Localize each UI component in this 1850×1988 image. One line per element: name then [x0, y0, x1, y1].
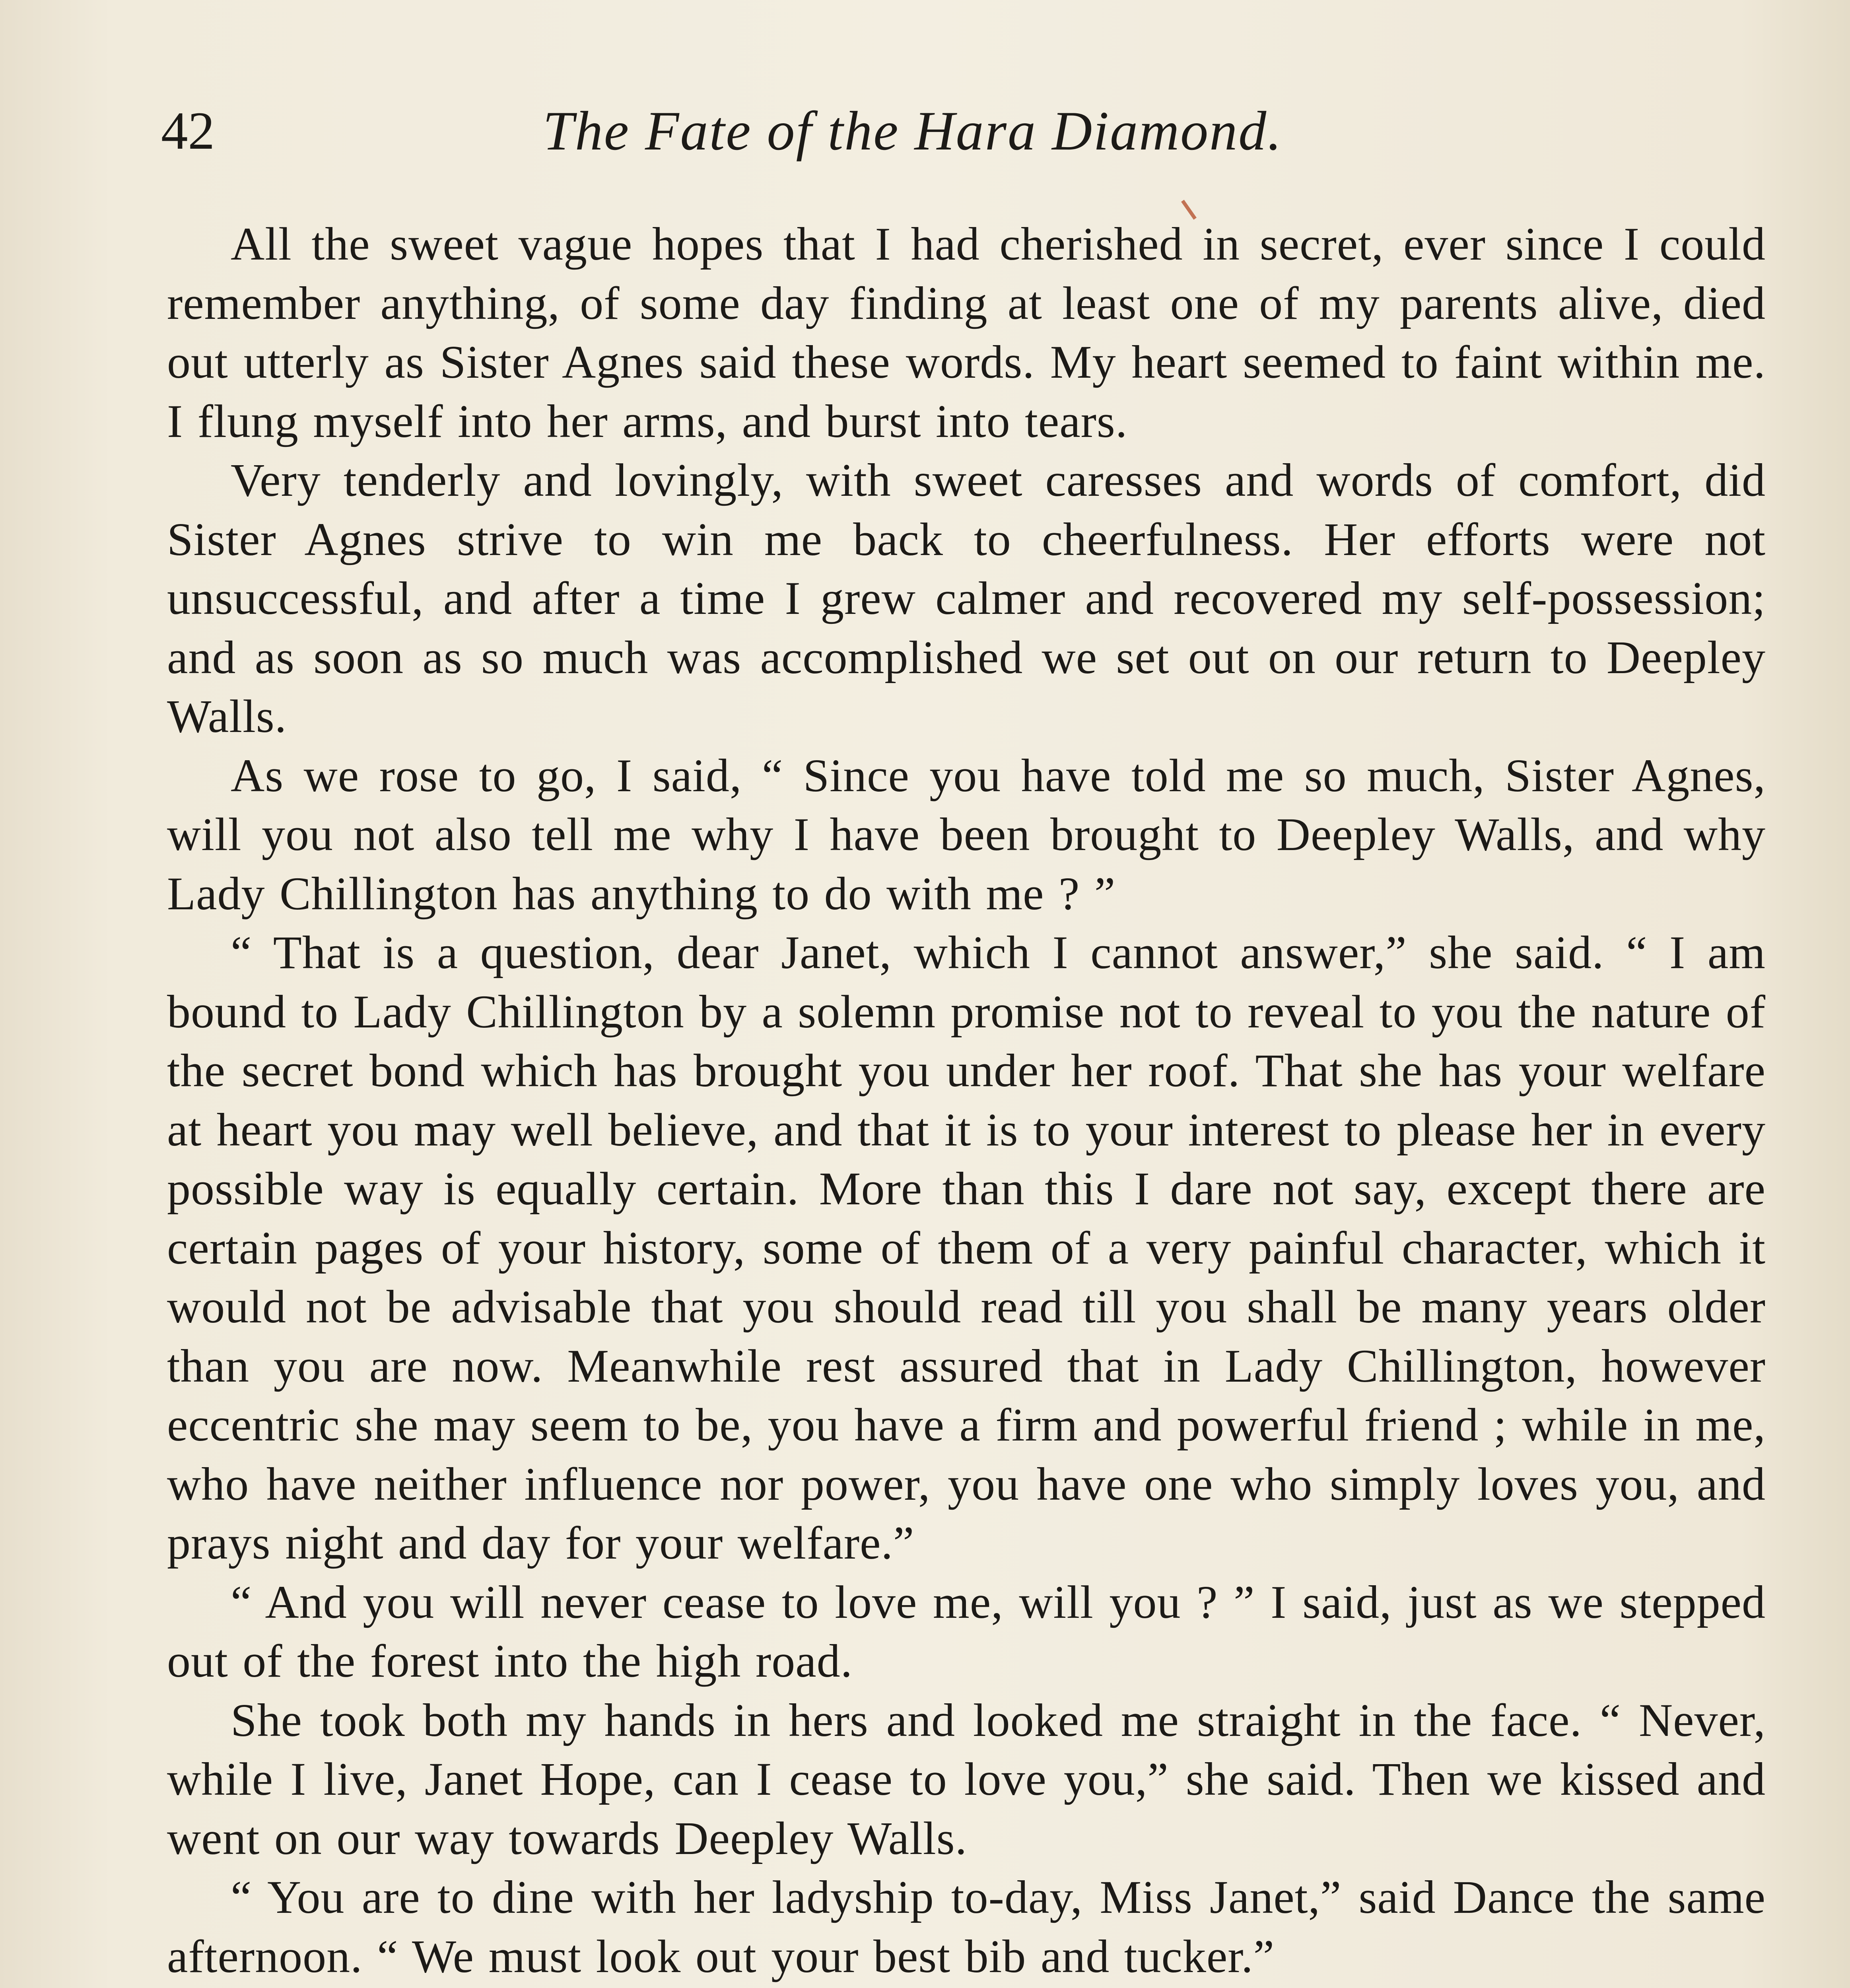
paragraph: All the sweet vague hopes that I had cherished in secret, ever since I could remember anything, of some day finding at least one of my parents alive, died out utterly as Sister Agnes said these words. My heart seemed to faint within me. I flung myself into her arms, and burst into tears. — [167, 218, 1766, 447]
paragraph: She took both my hands in hers and looked me straight in the face. “ Never, while I live, Janet Hope, can I cease to love you,” she said. Then we kissed and went on our way towards Deepley Walls. — [167, 1694, 1766, 1864]
paragraph: Very tenderly and lovingly, with sweet caresses and words of comfort, did Sister Agnes strive to win me back to cheerfulness. Her efforts were not unsuccessful, and after a time I grew calmer and recovered my self-possession; and as soon as so much was accomplished we set out on our return to Deepley Walls. — [167, 454, 1766, 742]
paragraph: As we rose to go, I said, “ Since you have told me so much, Sister Agnes, will you not also tell me why I have been brought to Deepley Walls, and why Lady Chillington has anything to do with me ? ” — [167, 749, 1766, 920]
paragraph — [167, 1986, 1766, 1988]
running-title: The Fate of the Hara Diamond. — [543, 100, 1283, 162]
paragraph: “ You are to dine with her ladyship to-day, Miss Janet,” said Dance the same afternoon. “ We must look out your best bib and tucker.” — [167, 1871, 1766, 1982]
paragraph: “ That is a question, dear Janet, which I cannot answer,” she said. “ I am bound to Lady Chillington by a solemn promise not to reveal to you the nature of the secret bond which has brought you under her roof. That she has your welfare at heart you may well believe, and that it is to your interest to please her in every possible way is equally certain. More than this I dare not say, except there are certain pages of your history, some of them of a very painful character, which it would not be advisable that you should read till you shall be many years older than you are now. Meanwhile rest assured that in Lady Chillington, however eccentric she may seem to be, you have a firm and powerful friend ; while in me, who have neither influence nor power, you have one who simply loves you, and prays night and day for your welfare.” — [167, 926, 1766, 1569]
paragraph: “ And you will never cease to love me, will you ? ” I said, just as we stepped out of the forest into the high road. — [167, 1576, 1766, 1687]
running-head — [161, 91, 1712, 171]
page-number: 42 — [161, 101, 215, 161]
body-text — [167, 215, 1766, 1988]
